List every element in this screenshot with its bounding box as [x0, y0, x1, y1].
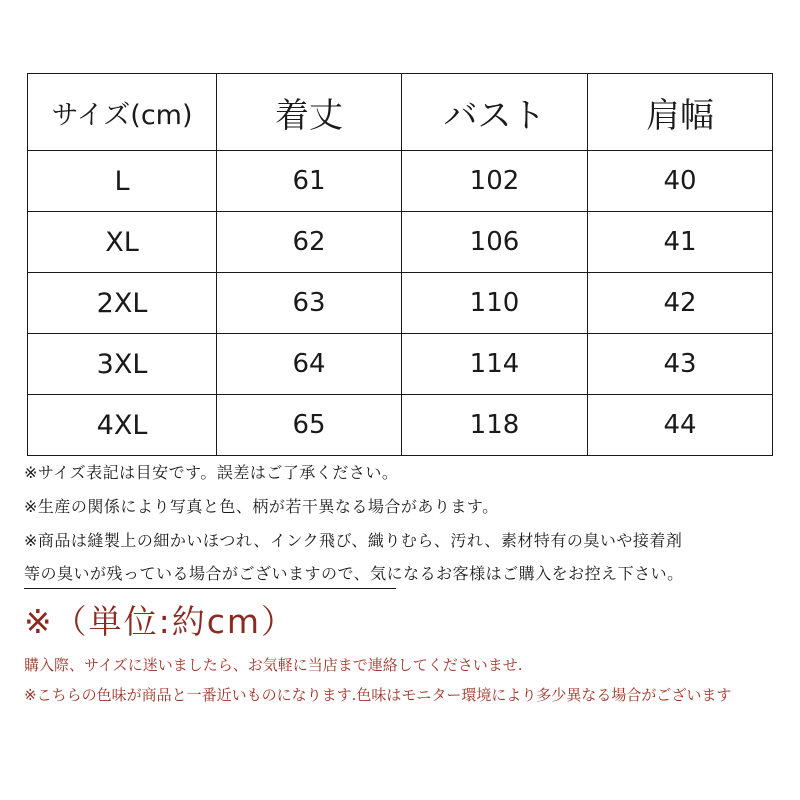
cell-shoulder: 40 [588, 151, 773, 212]
table-row [28, 212, 773, 273]
cell-shoulder: 41 [588, 212, 773, 273]
header-size: サイズ(cm) [28, 74, 217, 151]
header-bust: バスト [402, 74, 588, 151]
size-table [27, 73, 773, 456]
cell-bust: 110 [402, 273, 588, 334]
note-size-guideline: ※サイズ表記は目安です。誤差はご了承ください。 [24, 463, 399, 482]
table-row [28, 395, 773, 456]
cell-size: 4XL [28, 395, 217, 456]
divider [24, 588, 396, 589]
cell-shoulder: 43 [588, 334, 773, 395]
cell-length: 65 [217, 395, 402, 456]
cell-size: XL [28, 212, 217, 273]
cell-shoulder: 42 [588, 273, 773, 334]
table-header-row [28, 74, 773, 151]
table-row [28, 273, 773, 334]
note-sewing-defects: ※商品は縫製上の細かいほつれ、インク飛び、織りむら、汚れ、素材特有の臭いや接着剤 [24, 531, 683, 550]
cell-length: 64 [217, 334, 402, 395]
table-row [28, 151, 773, 212]
cell-bust: 106 [402, 212, 588, 273]
cell-length: 61 [217, 151, 402, 212]
contact-note: 購入際、サイズに迷いましたら、お気軽に当店まで連絡してくださいませ. [24, 656, 523, 674]
header-shoulder: 肩幅 [588, 74, 773, 151]
cell-bust: 118 [402, 395, 588, 456]
cell-length: 62 [217, 212, 402, 273]
cell-bust: 102 [402, 151, 588, 212]
table-row [28, 334, 773, 395]
unit-note: ※（単位:約cm） [24, 602, 297, 641]
note-odor-warning: 等の臭いが残っている場合がございますので、気になるお客様はご購入をお控え下さい。 [24, 564, 684, 583]
cell-length: 63 [217, 273, 402, 334]
cell-shoulder: 44 [588, 395, 773, 456]
cell-size: L [28, 151, 217, 212]
color-monitor-note: ※こちらの色味が商品と一番近いものになります.色味はモニター環境により多少異なる場合がございます [24, 686, 732, 704]
cell-size: 2XL [28, 273, 217, 334]
cell-size: 3XL [28, 334, 217, 395]
cell-bust: 114 [402, 334, 588, 395]
note-color-variance: ※生産の関係により写真と色、柄が若干異なる場合があります。 [24, 497, 499, 516]
header-length: 着丈 [217, 74, 402, 151]
